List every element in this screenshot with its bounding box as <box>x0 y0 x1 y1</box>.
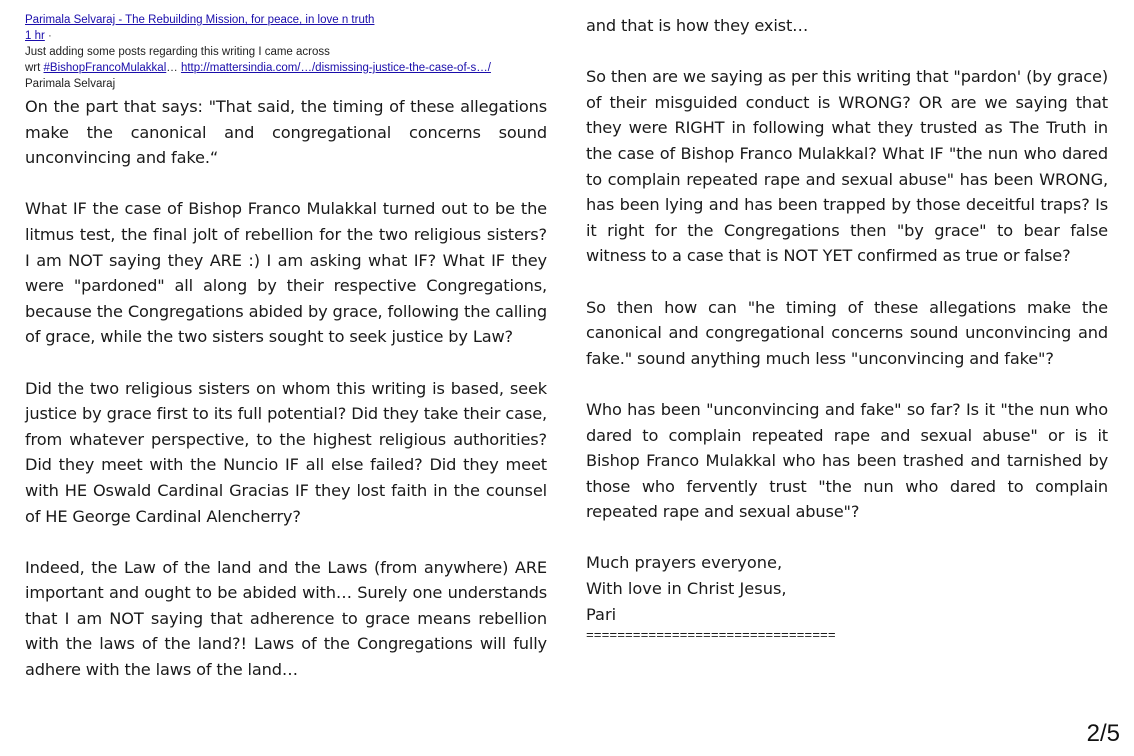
hashtag-ellipsis: … <box>166 62 181 74</box>
right-paragraph-3: So then how can "he timing of these allegations make the canonical and congregational concerns sound unconvincing and fake." sound anything much less "unconvincing and fake"? <box>586 297 1108 368</box>
signoff-line-2: With love in Christ Jesus, <box>586 579 787 599</box>
left-paragraph-3: Did the two religious sisters on whom this writing is based, seek justice by grace first to its full potential? Did they take their case, from whatever perspective, to the highest religious authorities? Did they meet with the Nuncio IF all else failed? Did they meet with HE Oswald Cardinal Gracias IF they lost faith in the counsel of HE George Cardinal Alencherry? <box>25 378 547 526</box>
signoff-line-1: Much prayers everyone, <box>586 553 783 573</box>
article-url-link[interactable]: http://mattersindia.com/…/dismissing-justice-the-case-of-s…/ <box>180 62 491 74</box>
signoff-line-3: Pari <box>586 604 617 624</box>
left-paragraph-4: Indeed, the Law of the land and the Laws (from anywhere) ARE important and ought to be abided with… Surely one understands that I am NOT saying that adherence to grace means rebellion with the laws of the land?! Laws of the Congregations will fully adhere with the laws of the land… <box>25 557 547 680</box>
author-link[interactable]: Parimala Selvaraj - The Rebuilding Mission, for peace, in love n truth <box>25 14 375 26</box>
separator-line: ================================ <box>586 628 836 644</box>
page-number: 2/5 <box>1086 720 1120 747</box>
wrt-label: wrt <box>25 62 44 74</box>
left-column <box>25 0 547 683</box>
left-paragraph-2: What IF the case of Bishop Franco Mulakkal turned out to be the litmus test, the final jolt of rebellion for the two religious sisters? I am NOT saying they ARE :) I am asking what IF? What IF they were "pardoned" all along by their respective Congregations, because the Congregations abided by grace, following the calling of grace, while the two sisters sought to seek justice by Law? <box>25 199 547 347</box>
time-separator: · <box>44 30 52 42</box>
left-paragraph-1: On the part that says: "That said, the timing of these allegations make the canonical and congregational concerns sound unconvincing and fake.“ <box>25 97 547 168</box>
post-header <box>25 0 547 92</box>
author-name: Parimala Selvaraj <box>25 78 116 90</box>
timestamp-link[interactable]: 1 hr <box>25 30 45 42</box>
right-paragraph-4: Who has been "unconvincing and fake" so far? Is it "the nun who dared to complain repeated rape and sexual abuse" or is it Bishop Franco Mulakkal who has been trashed and tarnished by those who fervently trust "the nun who dared to complain repeated rape and sexual abuse"? <box>586 399 1108 522</box>
right-paragraph-2: So then are we saying as per this writing that "pardon' (by grace) of their misguided conduct is WRONG? OR are we saying that they were RIGHT in following what they trusted as The Truth in the case of Bishop Franco Mulakkal? What IF "the nun who dared to complain repeated rape and sexual abuse" has been WRONG, has been lying and has been trapped by those deceitful traps? Is it right for the Congregations then "by grace" to bear false witness to a case that is NOT YET confirmed as true or false? <box>586 67 1108 266</box>
post-intro: Just adding some posts regarding this writing I came across <box>25 46 330 58</box>
right-column <box>586 13 1108 645</box>
post-link-line <box>25 60 547 76</box>
hashtag-link[interactable]: #BishopFrancoMulakkal <box>43 62 167 74</box>
right-paragraph-1: and that is how they exist… <box>586 16 809 35</box>
